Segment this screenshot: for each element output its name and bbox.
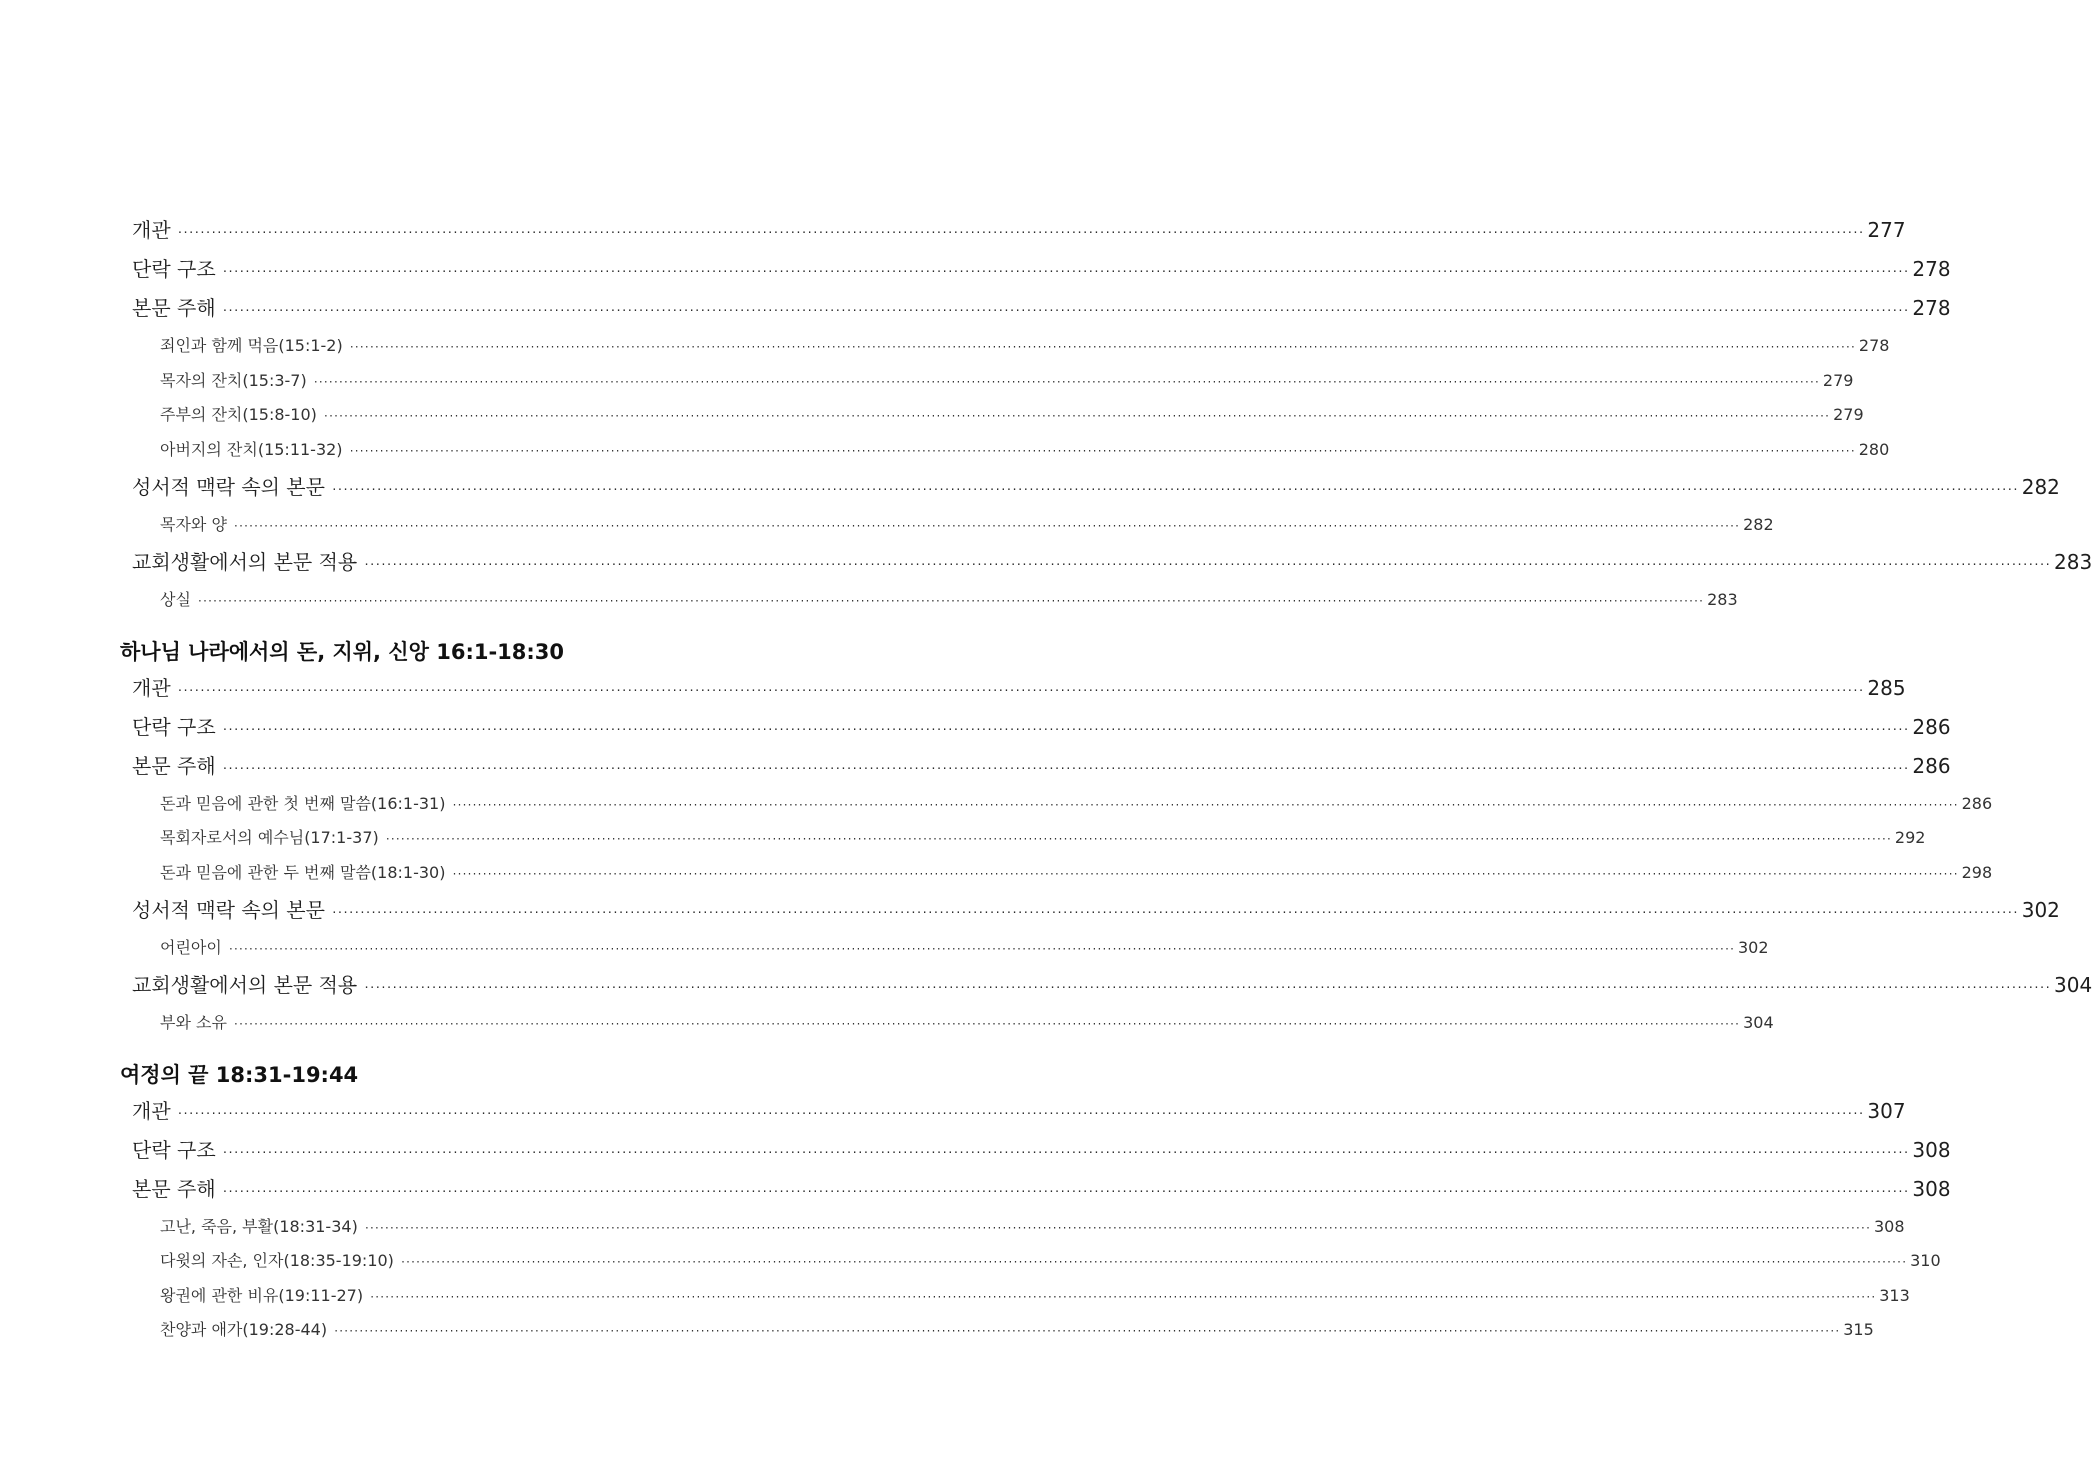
toc-page-number: 283 [2054,549,2092,574]
dot-leader: ············································································································································································································································································································ [176,1106,1864,1120]
dot-leader: ············································································································································································································································································································ [330,905,2018,919]
dot-leader: ············································································································································································································································································································ [363,1222,1870,1234]
toc-entry-label: 목회자로서의 예수님(17:1-37) [160,828,379,847]
toc-entry[interactable] [0,675,1906,700]
toc-page-number: 308 [1912,1176,1951,1201]
toc-entry-label: 개관 [132,1098,171,1123]
dot-leader: ············································································································································································································································································································ [221,304,1909,317]
toc-subentry[interactable] [0,828,1926,847]
toc-page-number: 286 [1912,753,1951,778]
toc-entry-label: 본문 주해 [132,1176,216,1201]
dot-leader: ············································································································································································································································································································ [333,1326,1840,1337]
toc-entry-label: 목자와 양 [160,514,227,534]
toc-entry-label: 부와 소유 [160,1012,227,1032]
toc-subentry[interactable] [0,1012,1774,1032]
toc-page-number: 282 [2021,474,2060,499]
toc-subentry[interactable] [0,1285,1910,1305]
dot-leader: ············································································································································································································································································································ [221,1145,1909,1159]
toc-entry-label: 교회생활에서의 본문 적용 [132,549,358,574]
toc-entry-label: 다윗의 자손, 인자(18:35-19:10) [160,1251,394,1270]
toc-page-number: 278 [1912,296,1951,320]
toc-page-number: 310 [1910,1251,1941,1270]
dot-leader: ············································································································································································································································································································ [363,980,2051,994]
toc-page-number: 280 [1858,439,1890,459]
toc-subentry[interactable] [0,439,1890,459]
dot-leader: ············································································································································································································································································································ [451,799,1958,811]
dot-leader: ············································································································································································································································································································ [348,342,1855,353]
toc-page-number: 304 [1743,1012,1774,1032]
toc-page-number: 286 [1961,793,1993,813]
toc-entry[interactable] [0,897,2060,922]
toc-page-number: 304 [2054,972,2092,997]
toc-entry-label: 고난, 죽음, 부활(18:31-34) [160,1216,358,1236]
toc-entry[interactable] [0,1176,1951,1201]
toc-subentry[interactable] [0,1216,1905,1236]
toc-subentry[interactable] [0,514,1774,534]
section-title: 하나님 나라에서의 돈, 지위, 신앙 16:1-18:30 [120,639,565,664]
toc-entry-label: 아버지의 잔치(15:11-32) [160,439,343,459]
toc-entry[interactable] [0,549,2092,574]
toc-entry-label: 개관 [132,218,171,242]
toc-entry-label: 죄인과 함께 먹음(15:1-2) [160,336,343,355]
dot-leader: ············································································································································································································································································································ [451,868,1958,880]
toc-entry-label: 성서적 맥락 속의 본문 [132,897,325,922]
toc-page-number: 302 [1737,937,1769,957]
toc-entry-label: 왕권에 관한 비유(19:11-27) [160,1285,364,1305]
toc-page-number: 308 [1912,1137,1951,1162]
toc-entry[interactable] [0,474,2060,499]
toc-page-number: 277 [1867,218,1906,242]
toc-subentry[interactable] [0,862,1993,882]
dot-leader: ············································································································································································································································································································ [221,265,1909,278]
toc-entry-label: 찬양과 애가(19:28-44) [160,1320,328,1339]
dot-leader: ············································································································································································································································································································ [221,1184,1909,1198]
toc-entry-label: 주부의 잔치(15:8-10) [160,405,317,424]
toc-page-number: 315 [1843,1320,1874,1339]
toc-entry-label: 본문 주해 [132,296,216,320]
dot-leader: ············································································································································································································································································································ [232,1018,1740,1030]
toc-entry[interactable] [0,1137,1951,1162]
toc-entry[interactable] [0,257,1951,281]
dot-leader: ············································································································································································································································································································ [221,761,1909,775]
toc-page-number: 286 [1912,714,1951,739]
dot-leader: ············································································································································································································································································································ [330,482,2018,496]
dot-leader: ············································································································································································································································································································ [176,683,1864,697]
toc-subentry[interactable] [0,589,1738,609]
toc-page-number: 302 [2021,897,2060,922]
toc-entry-label: 어린아이 [160,937,222,957]
toc-page-number: 279 [1822,370,1854,390]
toc-entry-label: 목자의 잔치(15:3-7) [160,370,307,390]
toc-page-number: 285 [1867,675,1906,700]
toc-page-number: 278 [1858,336,1890,355]
dot-leader: ············································································································································································································································································································ [384,834,1891,845]
toc-entry-label: 상실 [160,589,191,609]
dot-leader: ············································································································································································································································································································ [348,445,1855,457]
toc-page-number: 292 [1894,828,1926,847]
toc-entry[interactable] [0,296,1951,320]
toc-entry[interactable] [0,714,1951,739]
dot-leader: ············································································································································································································································································································ [196,595,1704,607]
toc-entry-label: 돈과 믿음에 관한 첫 번째 말씀(16:1-31) [160,793,446,813]
toc-page-number: 278 [1912,257,1951,281]
toc-entry-label: 본문 주해 [132,753,216,778]
dot-leader: ············································································································································································································································································································ [322,411,1830,422]
toc-subentry[interactable] [0,1251,1941,1270]
toc-page-number: 279 [1833,405,1864,424]
section-title: 여정의 끝 18:31-19:44 [120,1062,359,1087]
dot-leader: ············································································································································································································································································································ [176,226,1864,239]
toc-page-number: 282 [1743,514,1774,534]
toc-entry-label: 교회생활에서의 본문 적용 [132,972,358,997]
toc-entry[interactable] [0,753,1951,778]
dot-leader: ············································································································································································································································································································ [232,520,1740,532]
toc-subentry[interactable] [0,370,1854,390]
toc-subentry[interactable] [0,405,1864,424]
toc-entry-label: 단락 구조 [132,257,216,281]
toc-entry-label: 단락 구조 [132,714,216,739]
toc-subentry[interactable] [0,1320,1874,1339]
toc-entry-label: 개관 [132,675,171,700]
toc-entry-label: 단락 구조 [132,1137,216,1162]
toc-page-number: 283 [1707,589,1738,609]
toc-page-number: 298 [1961,862,1993,882]
dot-leader: ············································································································································································································································································································ [399,1257,1907,1268]
toc-page-number: 307 [1867,1098,1906,1123]
toc-subentry[interactable] [0,937,1769,957]
dot-leader: ············································································································································································································································································································ [221,722,1909,736]
dot-leader: ············································································································································································································································································································ [227,943,1734,955]
toc-subentry[interactable] [0,336,1890,355]
toc-entry[interactable] [0,972,2092,997]
dot-leader: ············································································································································································································································································································ [369,1291,1876,1303]
toc-page-number: 308 [1873,1216,1905,1236]
toc-entry[interactable] [0,1098,1906,1123]
toc-entry-label: 성서적 맥락 속의 본문 [132,474,325,499]
toc-page-number: 313 [1879,1285,1910,1305]
toc-entry[interactable] [0,218,1906,242]
toc-entry-label: 돈과 믿음에 관한 두 번째 말씀(18:1-30) [160,862,446,882]
dot-leader: ············································································································································································································································································································ [312,376,1819,388]
toc-subentry[interactable] [0,793,1993,813]
dot-leader: ············································································································································································································································································································ [363,557,2051,571]
